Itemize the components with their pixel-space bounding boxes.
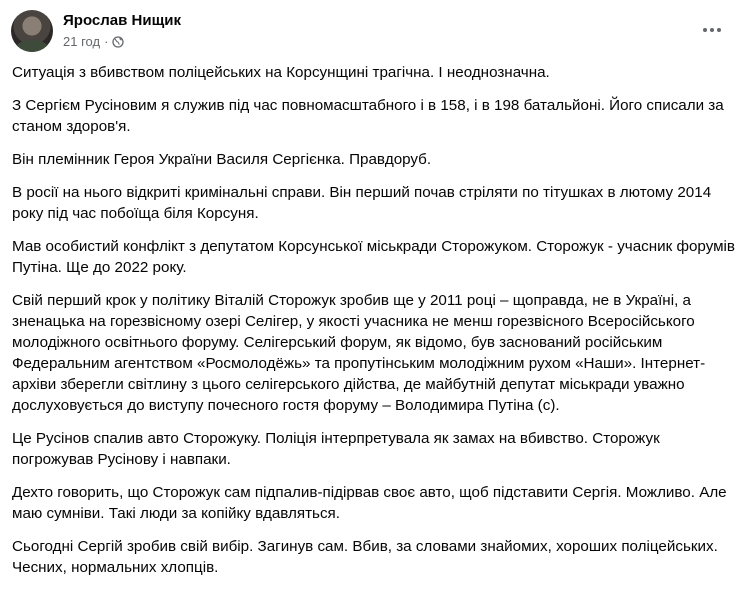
paragraph: Він племінник Героя України Василя Сергієнка. Правдоруб. <box>12 151 432 168</box>
author-avatar[interactable] <box>11 10 53 52</box>
post-header <box>11 10 730 54</box>
post-time[interactable]: 21 год <box>63 34 101 49</box>
meta-separator: · <box>104 34 109 49</box>
paragraph: Свій перший крок у політику Віталій Сторожук зробив ще у 2011 році – щоправда, не в Україні, а зненацька на горезвісному озері Селігер, у якості учасника не менш горезвісного Всеросійського молодіжного освітнього форуму. Селігерський форум, як відомо, був заснований російським Федеральним агентством «Росмолодёжь» та пропутінським молодіжним рухом «Наши». Інтернет-архіви зберегли світлину з цього селігерського дійства, де майбутній депутат міськради уважно дослуховується до виступу почесного гостя форуму – Володимира Путіна (с). <box>12 292 706 414</box>
paragraph: Дехто говорить, що Сторожук сам підпалив-підірвав своє авто, щоб підставити Сергія. Можливо. Але маю сумніви. Такі люди за копійку вдавляться. <box>12 484 727 522</box>
author-name[interactable]: Ярослав Нищик <box>63 12 181 29</box>
paragraph: З Сергієм Русіновим я служив під час повномасштабного і в 158, і в 198 батальйоні. Його списали за станом здоров'я. <box>12 97 724 135</box>
post-text <box>12 62 736 590</box>
more-horizontal-icon[interactable] <box>698 16 726 44</box>
paragraph: В росії на нього відкриті кримінальні справи. Він перший почав стріляти по тітушках в лютому 2014 року під час побоїща біля Корсуня. <box>12 184 712 222</box>
paragraph: Ситуація з вбивством поліцейських на Корсунщині трагічна. І неоднозначна. <box>12 64 550 81</box>
globe-icon[interactable] <box>112 36 124 48</box>
paragraph: Мав особистий конфлікт з депутатом Корсунської міськради Сторожуком. Сторожук - учасник форумів Путіна. Ще до 2022 року. <box>12 238 736 276</box>
paragraph: Це Русінов спалив авто Сторожуку. Поліція інтерпретувала як замах на вбивство. Сторожук погрожував Русінову і навпаки. <box>12 430 660 468</box>
paragraph: Сьогодні Сергій зробив свій вибір. Загинув сам. Вбив, за словами знайомих, хороших поліцейських. Чесних, нормальних хлопців. <box>12 538 718 576</box>
post-meta <box>63 34 124 49</box>
